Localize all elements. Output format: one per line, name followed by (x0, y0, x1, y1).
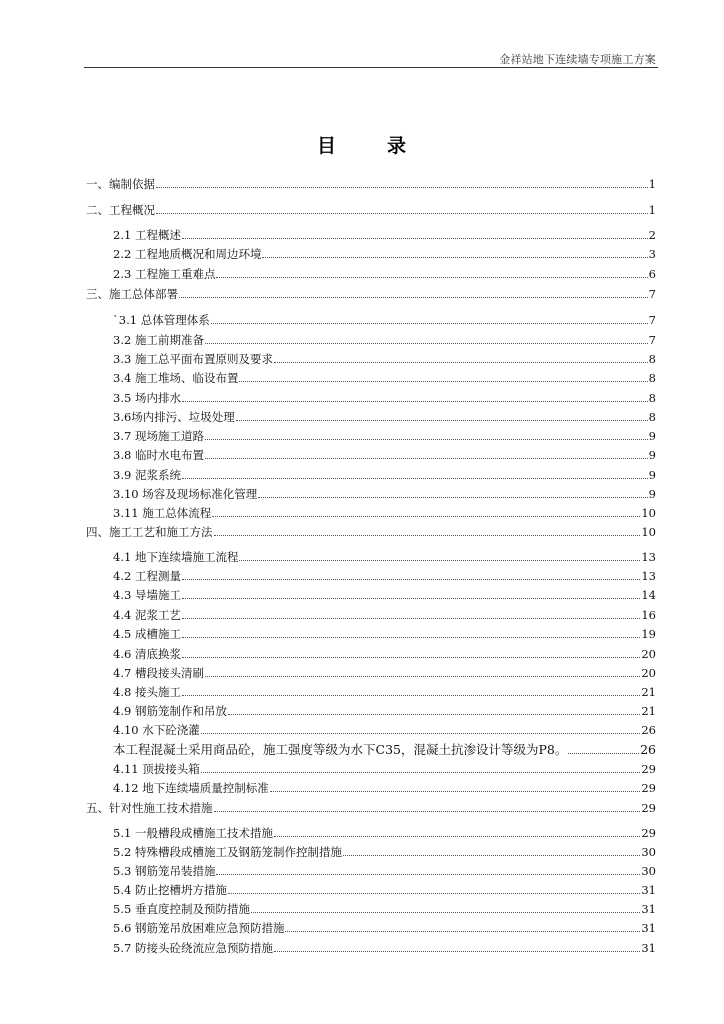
toc-entry-page: 8 (648, 352, 656, 366)
toc-entry[interactable] (113, 879, 656, 897)
toc-entry[interactable] (113, 662, 656, 680)
toc-leader-dots (258, 496, 647, 498)
toc-entry[interactable] (113, 623, 656, 641)
toc-entry[interactable] (113, 263, 656, 281)
toc-entry-page: 8 (648, 391, 656, 405)
toc-entry[interactable] (113, 309, 656, 327)
toc-entry-title: 5.6 钢筋笼吊放困难应急预防措施 (113, 921, 285, 935)
toc-entry-page: 31 (641, 902, 656, 916)
toc-entry-title: 四、施工工艺和施工方法 (86, 525, 213, 539)
toc-entry[interactable] (113, 643, 656, 661)
toc-entry[interactable] (113, 604, 656, 622)
toc-entry-page: 21 (641, 685, 656, 699)
toc-leader-dots (182, 400, 648, 402)
toc-entry-page: 20 (641, 647, 656, 661)
toc-entry[interactable] (113, 444, 656, 462)
toc-entry-page: 7 (648, 333, 656, 347)
toc-entry[interactable] (113, 546, 656, 564)
toc-entry-title: 5.3 钢筋笼吊装措施 (113, 864, 216, 878)
toc-entry-page: 16 (641, 608, 656, 622)
toc-entry-title: 5.4 防止挖槽坍方措施 (113, 883, 227, 897)
toc-leader-dots (182, 477, 648, 479)
toc-leader-dots (285, 930, 640, 932)
toc-entry[interactable] (113, 681, 656, 699)
toc-entry[interactable] (113, 739, 656, 757)
toc-entry-page: 10 (641, 525, 656, 539)
toc-leader-dots (201, 732, 641, 734)
toc-entry-title: 4.7 槽段接头清刷 (113, 666, 204, 680)
toc-leader-dots (228, 713, 640, 715)
toc-leader-dots (205, 438, 648, 440)
toc-entry-page: 13 (641, 569, 656, 583)
toc-entry-title: `3.1 总体管理体系 (113, 313, 210, 327)
toc-entry[interactable] (86, 199, 656, 217)
toc-entry-title: 4.11 顶拔接头箱 (113, 762, 200, 776)
toc-entry-title: 4.9 钢筋笼制作和吊放 (113, 704, 227, 718)
toc-entry-page: 2 (648, 228, 656, 242)
toc-leader-dots (251, 911, 640, 913)
toc-entry-title: 3.6场内排污、垃圾处理 (113, 410, 235, 424)
toc-entry[interactable] (86, 521, 656, 539)
toc-entry[interactable] (113, 367, 656, 385)
toc-leader-dots (182, 636, 640, 638)
toc-entry-page: 9 (648, 487, 656, 501)
toc-entry-page: 31 (641, 883, 656, 897)
toc-entry-title: 4.10 水下砼浇灌 (113, 723, 200, 737)
toc-entry-page: 10 (641, 506, 656, 520)
toc-entry-page: 13 (641, 550, 656, 564)
toc-entry-page: 29 (641, 762, 656, 776)
toc-entry[interactable] (113, 224, 656, 242)
toc-leader-dots (274, 950, 640, 952)
toc-entry[interactable] (113, 898, 656, 916)
toc-entry-page: 19 (641, 627, 656, 641)
toc-entry-title: 5.7 防接头砼绕流应急预防措施 (113, 941, 273, 955)
toc-leader-dots (212, 515, 640, 517)
toc-heading-right: 录 (387, 135, 408, 157)
toc-entry-title: 5.5 垂直度控制及预防措施 (113, 902, 250, 916)
toc-leader-dots (270, 790, 641, 792)
toc-entry-page: 26 (641, 723, 656, 737)
toc-heading-left: 目 (316, 135, 337, 157)
toc-entry-title: 5.2 特殊槽段成槽施工及钢筋笼制作控制措施 (113, 845, 342, 859)
toc-entry-title: 3.9 泥浆系统 (113, 468, 181, 482)
toc-leader-dots (156, 212, 648, 214)
toc-entry-title: 4.4 泥浆工艺 (113, 608, 181, 622)
toc-entry-title: 4.3 导墙施工 (113, 588, 181, 602)
toc-entry[interactable] (113, 464, 656, 482)
toc-leader-dots (216, 873, 640, 875)
toc-entry-page: 30 (641, 864, 656, 878)
toc-entry[interactable] (113, 406, 656, 424)
toc-entry-page: 31 (641, 941, 656, 955)
toc-entry-title: 三、施工总体部署 (86, 287, 178, 301)
toc-entry-title: 五、针对性施工技术措施 (86, 801, 213, 815)
toc-entry-title: 5.1 一般槽段成槽施工技术措施 (113, 826, 273, 840)
toc-entry[interactable] (113, 719, 656, 737)
toc-entry-page: 30 (641, 845, 656, 859)
toc-entry[interactable] (113, 565, 656, 583)
toc-entry-page: 26 (640, 742, 656, 757)
toc-entry-page: 8 (648, 410, 656, 424)
toc-leader-dots (274, 835, 640, 837)
toc-entry-page: 29 (641, 781, 656, 795)
toc-entry[interactable] (113, 700, 656, 718)
toc-entry[interactable] (113, 917, 656, 935)
toc-leader-dots (201, 771, 641, 773)
toc-leader-dots (182, 237, 648, 239)
toc-entry-page: 14 (641, 588, 656, 602)
toc-entry-title: 2.3 工程施工重难点 (113, 267, 216, 281)
toc-entry-page: 9 (648, 468, 656, 482)
toc-leader-dots (239, 559, 640, 561)
toc-entry-page: 7 (648, 313, 656, 327)
toc-leader-dots (216, 276, 647, 278)
toc-leader-dots (211, 322, 648, 324)
toc-entry-page: 20 (641, 666, 656, 680)
toc-leader-dots (179, 296, 648, 298)
toc-entry[interactable] (113, 937, 656, 955)
toc-entry[interactable] (86, 797, 656, 815)
toc-entry-title: 4.8 接头施工 (113, 685, 181, 699)
toc-entry-title: 2.1 工程概述 (113, 228, 181, 242)
toc-entry-title: 3.11 施工总体流程 (113, 506, 212, 520)
toc-entry-page: 29 (641, 801, 656, 815)
toc-entry[interactable] (113, 822, 656, 840)
toc-entry-title: 一、编制依据 (86, 177, 155, 191)
toc-entry-title: 2.2 工程地质概况和周边环境 (113, 247, 262, 261)
toc-entry[interactable] (113, 329, 656, 347)
toc-entry-page: 8 (648, 371, 656, 385)
toc-leader-dots (239, 380, 647, 382)
toc-entry-title: 3.4 施工堆场、临设布置 (113, 371, 239, 385)
toc-entry-page: 1 (648, 203, 656, 217)
toc-entry[interactable] (113, 387, 656, 405)
toc-entry-page: 31 (641, 921, 656, 935)
toc-entry-title: 3.7 现场施工道路 (113, 429, 204, 443)
toc-entry-title: 4.2 工程测量 (113, 569, 181, 583)
toc-entry-title: 4.5 成槽施工 (113, 627, 181, 641)
toc-entry-page: 9 (648, 448, 656, 462)
toc-entry-title: 4.6 清底换浆 (113, 647, 181, 661)
toc-leader-dots (182, 617, 640, 619)
toc-leader-dots (205, 342, 648, 344)
toc-leader-dots (214, 810, 641, 812)
toc-entry-title: 4.1 地下连续墙施工流程 (113, 550, 239, 564)
toc-entry[interactable] (113, 758, 656, 776)
toc-entry-title: 4.12 地下连续墙质量控制标准 (113, 781, 269, 795)
toc-entry[interactable] (113, 777, 656, 795)
toc-entry-page: 29 (641, 826, 656, 840)
toc-leader-dots (182, 656, 640, 658)
toc-leader-dots (568, 752, 639, 754)
toc-leader-dots (182, 597, 640, 599)
toc-entry-title: 3.3 施工总平面布置原则及要求 (113, 352, 273, 366)
toc-entry-title: 本工程混凝土采用商品砼，施工强度等级为水下C35，混凝土抗渗设计等级为P8。 (113, 742, 568, 757)
toc-entry-page: 21 (641, 704, 656, 718)
toc-leader-dots (262, 256, 647, 258)
toc-entry[interactable] (86, 283, 656, 301)
toc-entry[interactable] (113, 502, 656, 520)
toc-entry[interactable] (113, 348, 656, 366)
toc-entry[interactable] (86, 173, 656, 191)
toc-leader-dots (205, 457, 648, 459)
toc-entry[interactable] (113, 841, 656, 859)
toc-entry[interactable] (113, 425, 656, 443)
toc-entry-page: 3 (648, 247, 656, 261)
toc-leader-dots (182, 694, 640, 696)
toc-leader-dots (182, 578, 640, 580)
toc-leader-dots (228, 892, 640, 894)
toc-entry[interactable] (113, 483, 656, 501)
toc-leader-dots (205, 675, 640, 677)
toc-entry-title: 3.8 临时水电布置 (113, 448, 204, 462)
toc-entry-title: 3.10 场容及现场标准化管理 (113, 487, 258, 501)
toc-entry[interactable] (113, 860, 656, 878)
toc-entry-page: 9 (648, 429, 656, 443)
toc-leader-dots (214, 534, 641, 536)
toc-entry-page: 1 (648, 177, 656, 191)
toc-entry[interactable] (113, 584, 656, 602)
toc-leader-dots (236, 419, 648, 421)
toc-entry-title: 二、工程概况 (86, 203, 155, 217)
header-title: 金祥站地下连续墙专项施工方案 (499, 53, 656, 66)
toc-entry[interactable] (113, 243, 656, 261)
toc-leader-dots (343, 854, 640, 856)
toc-leader-dots (274, 361, 648, 363)
toc-entry-title: 3.2 施工前期准备 (113, 333, 204, 347)
toc-entry-title: 3.5 场内排水 (113, 391, 181, 405)
toc-entry-page: 7 (648, 287, 656, 301)
toc-leader-dots (156, 186, 648, 188)
toc-entry-page: 6 (648, 267, 656, 281)
